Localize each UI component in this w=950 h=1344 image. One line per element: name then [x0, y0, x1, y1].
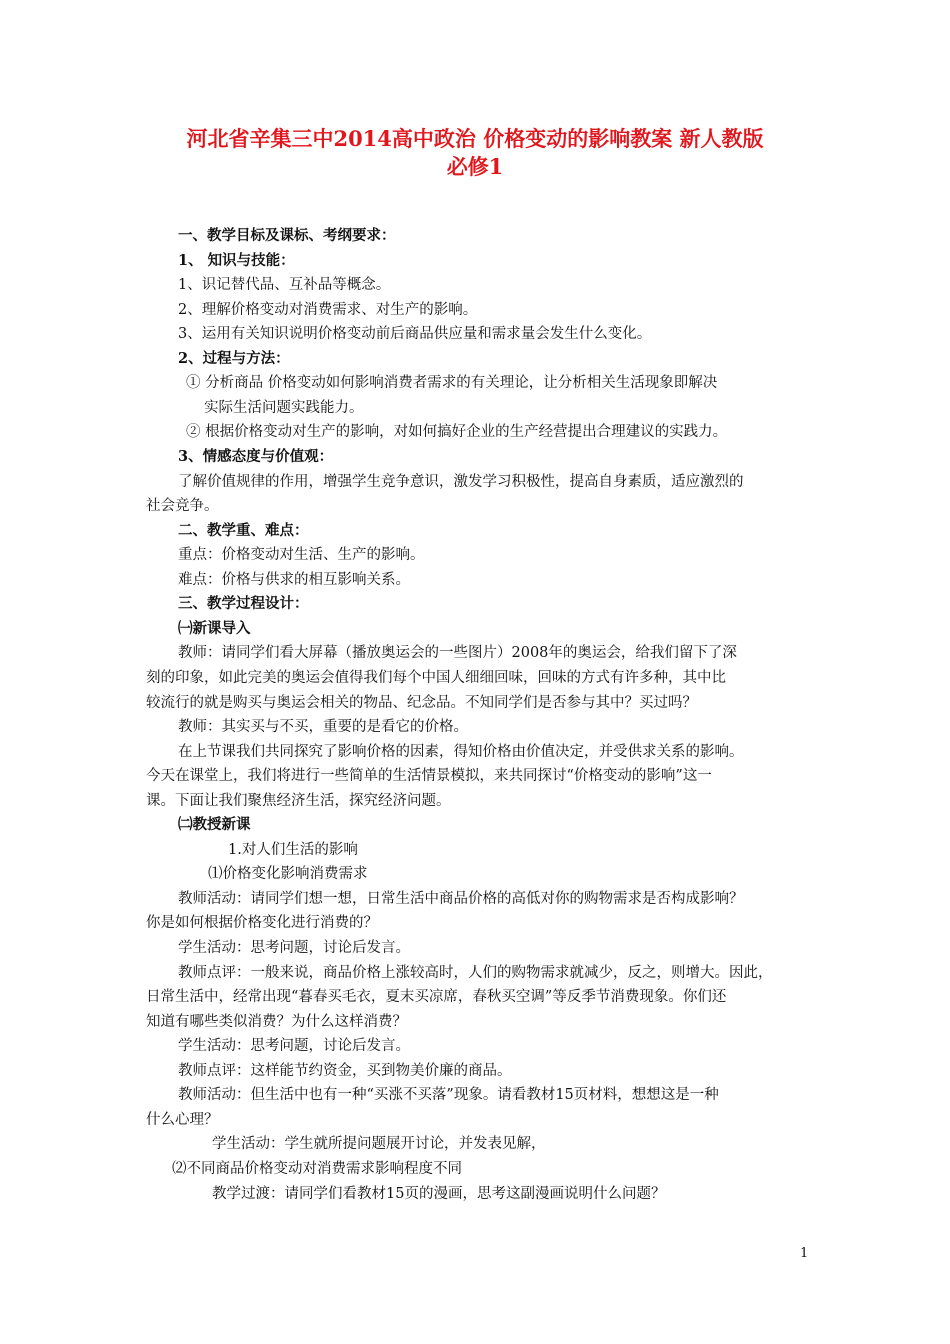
section-heading: 1、 知识与技能：: [178, 251, 295, 269]
text-line: 什么心理？: [146, 1111, 219, 1128]
text-line: 教师活动：但生活中也有一种“买涨不买落”现象。请看教材15页材料，想想这是一种: [178, 1087, 719, 1104]
section-heading: 一、教学目标及课标、考纲要求：: [178, 227, 396, 244]
text-line: 课。下面让我们聚焦经济生活，探究经济问题。: [146, 792, 451, 809]
text-line: 教师：请同学们看大屏幕（播放奥运会的一些图片）2008年的奥运会，给我们留下了深: [178, 645, 737, 662]
text-line: 教师：其实买与不买，重要的是看它的价格。: [178, 719, 468, 735]
text-line: 教学过渡：请同学们看教材15页的漫画，思考这副漫画说明什么问题？: [212, 1185, 666, 1202]
text-line: 难点：价格与供求的相互影响关系。: [178, 571, 410, 588]
text-line: 日常生活中，经常出现“暮春买毛衣，夏末买凉席，春秋买空调”等反季节消费现象。你们还: [146, 989, 727, 1006]
text-line: 了解价值规律的作用，增强学生竞争意识，激发学习积极性，提高自身素质，适应激烈的: [178, 473, 744, 490]
document-title-line-1: 河北省辛集三中2014高中政治 价格变动的影响教案 新人教版: [186, 126, 764, 151]
text-line: 社会竞争。: [146, 498, 219, 515]
text-line: ⑵不同商品价格变动对消费需求影响程度不同: [172, 1160, 462, 1177]
document-title-line-2: 必修1: [446, 154, 504, 179]
text-line: 你是如何根据价格变化进行消费的？: [146, 915, 378, 932]
text-line: 学生活动：思考问题，讨论后发言。: [178, 1038, 410, 1055]
text-line: 知道有哪些类似消费？为什么这样消费？: [146, 1013, 407, 1030]
text-line: 2、理解价格变动对消费需求、对生产的影响。: [178, 301, 478, 318]
text-line: 刻的印象，如此完美的奥运会值得我们每个中国人细细回味，回味的方式有许多种，其中比: [146, 669, 726, 686]
text-line: 今天在课堂上，我们将进行一些简单的生活情景模拟，来共同探讨“价格变动的影响”这一: [146, 768, 712, 785]
section-heading: ㈠新课导入: [178, 619, 251, 637]
text-line: ① 分析商品 价格变动如何影响消费者需求的有关理论，让分析相关生活现象即解决: [186, 375, 718, 392]
text-line: 教师点评：这样能节约资金，买到物美价廉的商品。: [178, 1062, 512, 1079]
text-line: 教师点评：一般来说，商品价格上涨较高时，人们的购物需求就减少，反之，则增大。因此，: [178, 964, 773, 981]
text-line: 1、识记替代品、互补品等概念。: [178, 277, 391, 294]
text-line: ② 根据价格变动对生产的影响，对如何搞好企业的生产经营提出合理建议的实践力。: [186, 424, 728, 441]
text-line: 在上节课我们共同探究了影响价格的因素，得知价格由价值决定，并受供求关系的影响。: [178, 743, 744, 760]
text-line: 重点：价格变动对生活、生产的影响。: [178, 547, 425, 564]
text-line: 3、运用有关知识说明价格变动前后商品供应量和需求量会发生什么变化。: [178, 326, 652, 343]
text-line: 学生活动：学生就所提问题展开讨论，并发表见解，: [212, 1136, 546, 1153]
text-line: 实际生活问题实践能力。: [204, 399, 364, 416]
text-line: ⑴价格变化影响消费需求: [208, 866, 368, 883]
section-heading: 3、情感态度与价值观：: [178, 448, 334, 465]
text-line: 较流行的就是购买与奥运会相关的物品、纪念品。不知同学们是否参与其中？买过吗？: [146, 694, 697, 711]
section-heading: 三、教学过程设计：: [178, 595, 309, 613]
text-line: 学生活动：思考问题，讨论后发言。: [178, 940, 410, 956]
section-heading: 二、教学重、难点：: [178, 521, 309, 539]
page-number: 1: [800, 1246, 809, 1261]
section-heading: ㈡教授新课: [178, 816, 251, 834]
text-line: 1.对人们生活的影响: [228, 841, 358, 858]
section-heading: 2、过程与方法：: [178, 349, 290, 367]
text-line: 教师活动：请同学们想一想，日常生活中商品价格的高低对你的购物需求是否构成影响？: [178, 890, 744, 907]
